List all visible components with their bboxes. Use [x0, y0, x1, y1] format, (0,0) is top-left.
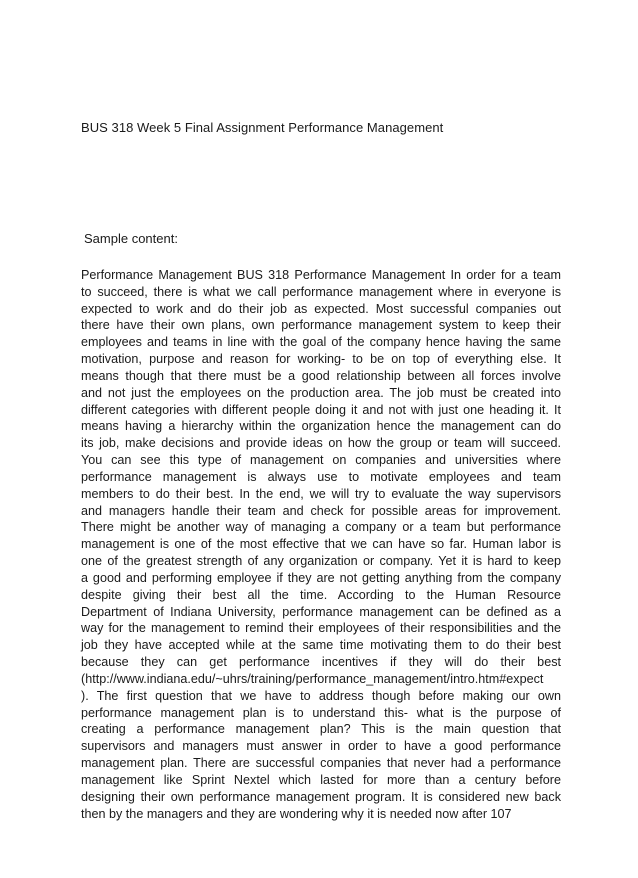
- document-title: BUS 318 Week 5 Final Assignment Performance Management: [81, 120, 444, 135]
- body-line: There might be another way of managing a company or a team but performance: [81, 520, 561, 535]
- body-line: (http://www.indiana.edu/~uhrs/training/performance_management/intro.htm#expect: [81, 671, 544, 686]
- sample-content-label: Sample content:: [84, 231, 178, 246]
- body-line: expected to work and do their job as expected. Most successful companies out: [81, 301, 561, 316]
- body-line: designing their own performance management program. It is considered new back: [81, 789, 561, 804]
- body-line: and managers handle their team and check for possible areas for improvement.: [81, 503, 561, 518]
- body-line: and not just the employees on the production area. The job must be created into: [81, 385, 561, 400]
- body-line: then by the managers and they are wondering why it is needed now after 107: [81, 806, 512, 821]
- body-line: ). The first question that we have to address though before making our own: [81, 688, 561, 703]
- body-line: supervisors and managers must answer in order to have a good performance: [81, 739, 561, 754]
- body-paragraph: [81, 267, 561, 822]
- body-line: despite giving their best all the time. According to the Human Resource: [81, 587, 561, 602]
- body-line: means though that there must be a good relationship between all forces involve: [81, 368, 561, 383]
- body-line: management like Sprint Nextel which lasted for more than a century before: [81, 772, 561, 787]
- body-line: means having a hierarchy within the organization hence the management can do: [81, 419, 561, 434]
- body-line: a good and performing employee if they are not getting anything from the company: [81, 570, 561, 585]
- body-line: employees and teams in line with the goal of the company hence having the same: [81, 335, 561, 350]
- body-line: You can see this type of management on companies and universities where: [81, 453, 561, 468]
- body-line: Department of Indiana University, performance management can be defined as a: [81, 604, 561, 619]
- body-line: different categories with different people doing it and not with just one heading it. It: [81, 402, 561, 417]
- body-line: members to do their best. In the end, we will try to evaluate the way supervisors: [81, 486, 561, 501]
- body-line: creating a performance management plan? This is the main question that: [81, 722, 561, 737]
- body-line: management plan. There are successful companies that never had a performance: [81, 756, 561, 771]
- body-line: one of the greatest strength of any organization or company. Yet it is hard to keep: [81, 554, 561, 569]
- body-line: way for the management to remind their employees of their responsibilities and the: [81, 621, 561, 636]
- body-line: motivation, purpose and reason for working- to be on top of everything else. It: [81, 352, 561, 367]
- body-line: to succeed, there is what we call performance management where in everyone is: [81, 284, 561, 299]
- body-line: management is one of the most effective that we can have so far. Human labor is: [81, 537, 561, 552]
- body-line: because they can get performance incentives if they will do their best: [81, 655, 561, 670]
- body-line: performance management plan is to understand this- what is the purpose of: [81, 705, 561, 720]
- body-line: performance management is always use to motivate employees and team: [81, 469, 561, 484]
- body-line: its job, make decisions and provide ideas on how the group or team will succeed.: [81, 436, 561, 451]
- body-line: Performance Management BUS 318 Performance Management In order for a team: [81, 268, 561, 282]
- body-line: there have their own plans, own performance management system to keep their: [81, 318, 561, 333]
- body-line: job they have accepted while at the same time motivating them to do their best: [81, 638, 561, 653]
